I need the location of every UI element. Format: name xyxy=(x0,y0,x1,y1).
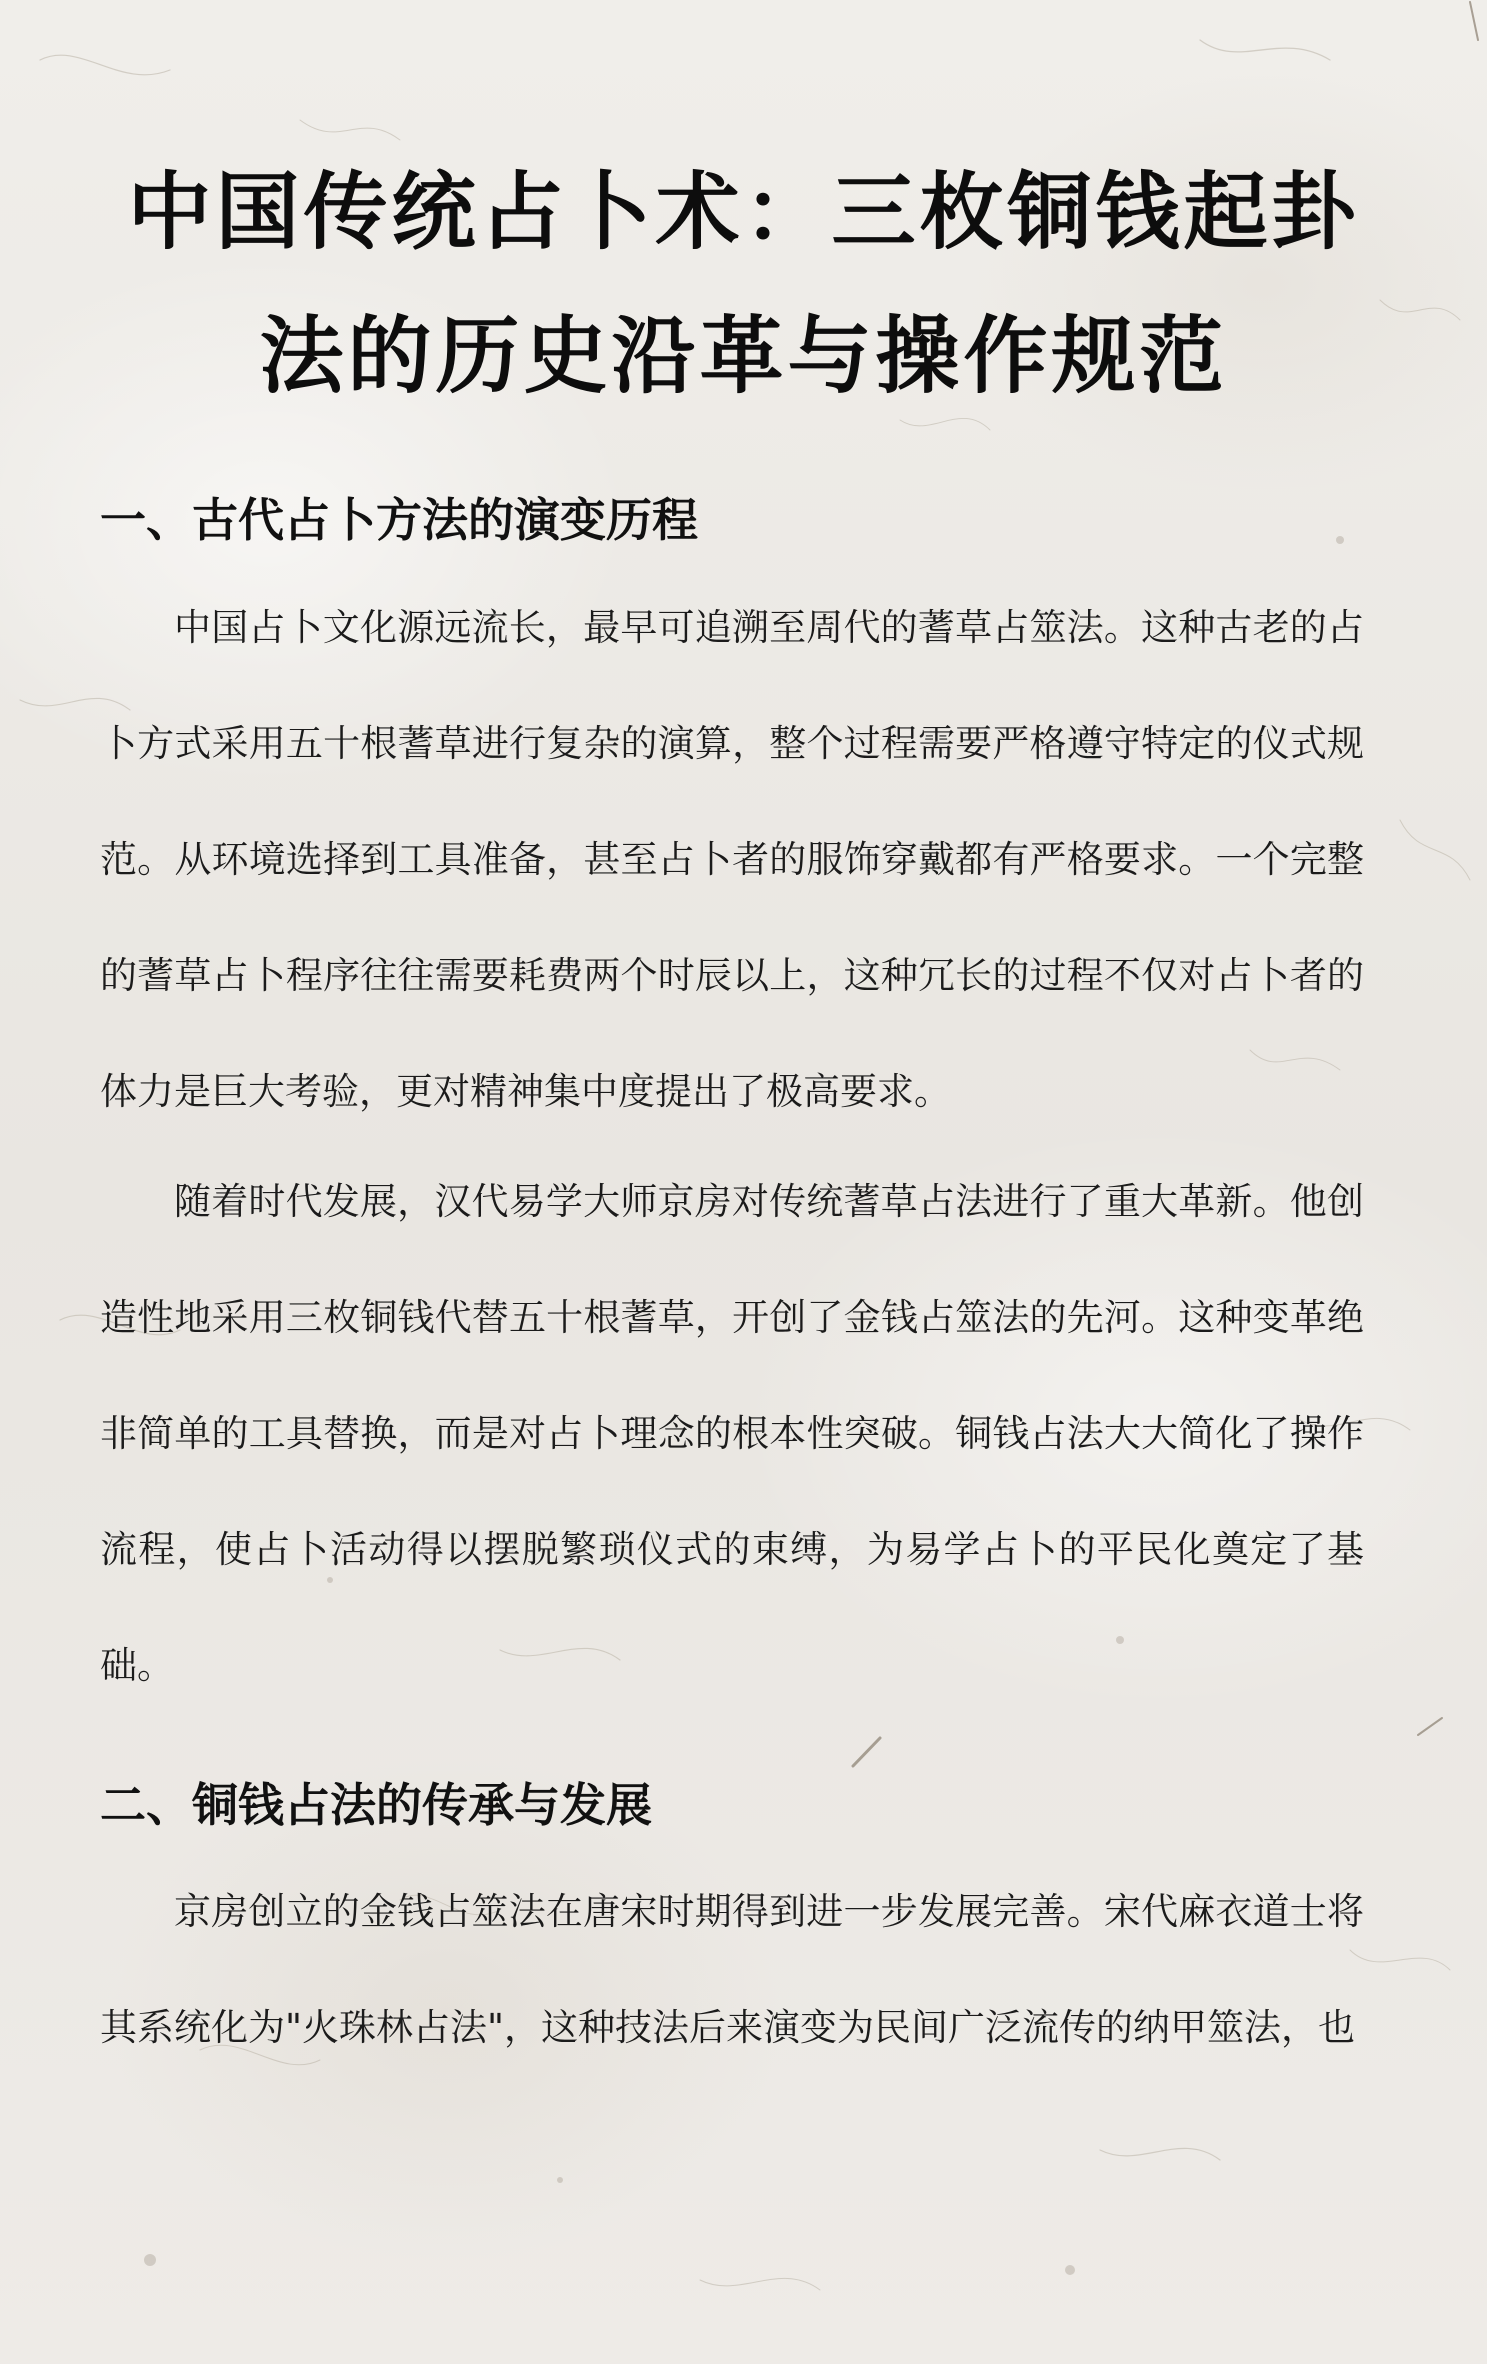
paragraph: 随着时代发展，汉代易学大师京房对传统蓍草占法进行了重大革新。他创造性地采用三枚铜钱代替五十根蓍草，开创了金钱占筮法的先河。这种变革绝非简单的工具替换，而是对占卜理念的根本性突破。铜钱占法大大简化了操作流程，使占卜活动得以摆脱繁琐仪式的束缚，为易学占卜的平民化奠定了基础。 xyxy=(100,1180,1364,1687)
paragraph: 中国占卜文化源远流长，最早可追溯至周代的蓍草占筮法。这种古老的占卜方式采用五十根蓍草进行复杂的演算，整个过程需要严格遵守特定的仪式规范。从环境选择到工具准备，甚至占卜者的服饰穿戴都有严格要求。一个完整的蓍草占卜程序往往需要耗费两个时辰以上，这种冗长的过程不仅对占卜者的体力是巨大考验，更对精神集中度提出了极高要求。 xyxy=(100,606,1364,1113)
paragraph: 京房创立的金钱占筮法在唐宋时期得到进一步发展完善。宋代麻衣道士将其系统化为"火珠林占法"，这种技法后来演变为民间广泛流传的纳甲筮法，也 xyxy=(100,1890,1364,2049)
section-heading-inheritance: 二、铜钱占法的传承与发展 xyxy=(100,1778,652,1832)
section-heading-evolution: 一、古代占卜方法的演变历程 xyxy=(100,493,698,547)
page-title: 中国传统占卜术：三枚铜钱起卦法的历史沿革与操作规范 xyxy=(127,163,1360,405)
